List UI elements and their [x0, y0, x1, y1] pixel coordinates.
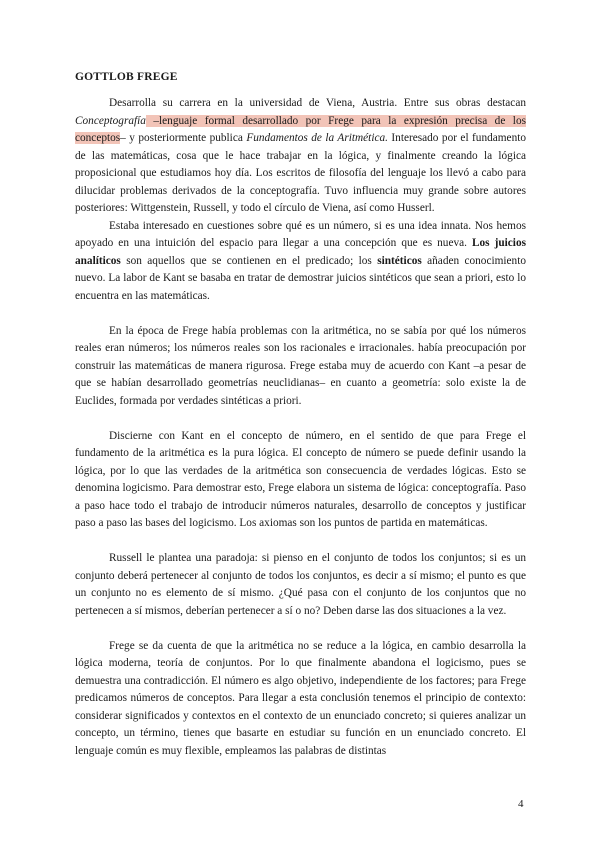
paragraph-2 [75, 218, 526, 306]
paragraph-4: Discierne con Kant en el concepto de número, en el sentido de que para Frege el fundamento de la aritmética es la pura lógica. El concepto de número se puede definir usando la lógica, por lo que las verdades de la aritmética son consecuencia de verdades lógicas. Esto se denomina logicismo. Para demostrar esto, Frege elabora un sistema de lógica: conceptografía. Paso a paso hace todo el trabajo de introducir números naturales, desarrollo de conceptos y justificar paso a paso las bases del logicismo. Los axiomas son los puntos de partida en matemáticas. [75, 429, 526, 529]
paragraph-2-text-e: añaden conocimiento nuevo. La labor de Kant se basaba en tratar de demostrar juicios sintéticos que sean a priori, esto lo encuentra en las matemáticas. [75, 254, 526, 302]
term-juicios-analiticos: Los juicios analíticos [75, 237, 526, 267]
section-title: GOTTLOB FREGE [75, 71, 178, 83]
paragraph-1 [75, 95, 526, 218]
highlighted-text: –lenguaje formal desarrollado por Frege para la expresión precisa de los conceptos [75, 114, 526, 144]
page-number: 4 [518, 798, 524, 810]
paragraph-6: Frege se da cuenta de que la aritmética no se reduce a la lógica, en cambio desarrolla la lógica moderna, teoría de conjuntos. Por lo que finalmente abandona el logicismo, pues se demuestra una contradicción. El número es algo objetivo, independiente de los factores; para Frege predicamos números de conceptos. Para llegar a esta conclusión tenemos el principio de contexto: considerar significados y contextos en el contexto de un enunciado concreto; si quieres analizar un concepto, un término, tienes que basarte en estudiar su función en un enunciado concreto. El lenguaje común es muy flexible, empleamos las palabras de distintas [75, 639, 526, 757]
document-body [75, 95, 526, 760]
paragraph-3: En la época de Frege había problemas con la aritmética, no se sabía por qué los números reales eran números; los números reales son los racionales e irracionales. había preocupación por construir las matemáticas de manera rigurosa. Frege estaba muy de acuerdo con Kant –a pesar de que se habían desarrollado geometrías neuclidianas– en cuanto a geometría: solo existe la de Euclides, formada por verdades sintéticas a priori. [75, 324, 526, 407]
work-title-fundamentos: Fundamentos de la Aritmética. [246, 132, 388, 144]
term-sinteticos: sintéticos [377, 254, 422, 267]
paragraph-1-text-a: Desarrolla su carrera en la universidad de Viena, Austria. Entre sus obras destacan [109, 97, 526, 109]
paragraph-1-text-f: Interesado por el fundamento de las matemáticas, cosa que le hace trabajar en la lógica, y finalmente creando la lógica proposicional que estudiamos hoy día. Los escritos de filosofía del lenguaje los llevó a cabo para dilucidar problemas derivados de la conceptografía. Tuvo influencia muy grande sobre autores posteriores: Wittgenstein, Russell, y todo el círculo de Viena, así como Husserl. [75, 132, 527, 214]
work-title-conceptografia: Conceptografía [75, 114, 146, 127]
paragraph-1-text-d: – y posteriormente publica [120, 132, 247, 144]
paragraph-2-text-c: son aquellos que se contienen en el predicado; los [120, 254, 378, 267]
paragraph-5: Russell le plantea una paradoja: si pienso en el conjunto de todos los conjuntos; si es un conjunto deberá pertenecer al conjunto de todos los conjuntos, es decir a sí mismo; el punto es que un conjunto no es elemento de sí mismo. ¿Qué pasa con el conjunto de los conjuntos que no pertenecen a sí mismos, deberían pertenecer a sí o no? Deben darse las dos situaciones a la vez. [75, 552, 526, 617]
paragraph-2-text-a: Estaba interesado en cuestiones sobre qué es un número, si es una idea innata. Nos hemos apoyado en una intuición del espacio para llegar a una concepción que es nueva. [75, 219, 526, 249]
